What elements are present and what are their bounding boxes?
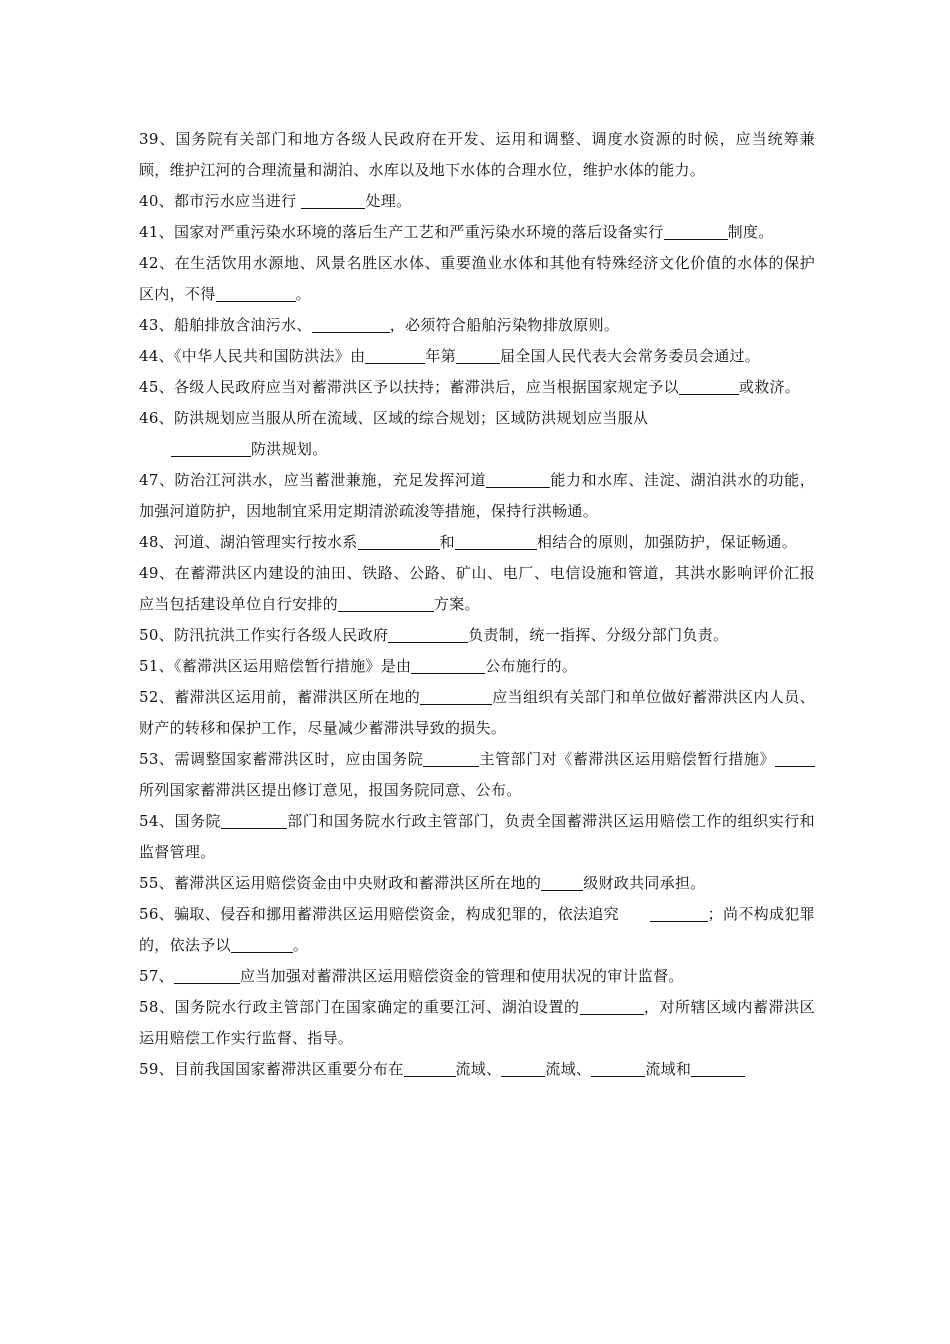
- question-text: 59、目前我国国家蓄滞洪区重要分布在: [139, 1060, 404, 1078]
- question-48: [139, 527, 815, 558]
- question-text: 54、国务院: [139, 812, 222, 830]
- question-42: [139, 248, 815, 310]
- question-55: [139, 868, 815, 899]
- question-57: [139, 961, 815, 992]
- question-56: [139, 899, 815, 961]
- fill-blank[interactable]: [580, 996, 644, 1015]
- question-text: 处理。: [365, 192, 412, 210]
- fill-blank[interactable]: [365, 345, 425, 364]
- fill-blank[interactable]: [221, 810, 287, 829]
- fill-blank[interactable]: [171, 438, 251, 457]
- fill-blank[interactable]: [455, 531, 537, 550]
- fill-blank[interactable]: [650, 903, 708, 922]
- fill-blank[interactable]: [423, 748, 479, 767]
- question-text: 流域、: [545, 1060, 592, 1078]
- question-text: 。: [295, 285, 311, 303]
- question-text: 能力和水库、洼淀、湖泊洪水的功能，加强河道防护，因地制宜采用定期清淤疏浚等措施，保持行洪畅通。: [139, 471, 815, 520]
- fill-blank[interactable]: [216, 283, 296, 302]
- question-text: 级财政共同承担。: [583, 874, 706, 892]
- question-text: ，对所辖区域内蓄滞洪区运用赔偿工作实行监督、指导。: [139, 998, 815, 1047]
- question-58: [139, 992, 815, 1054]
- question-54: [139, 806, 815, 868]
- question-39: [139, 124, 815, 186]
- question-59: [139, 1054, 815, 1085]
- fill-blank[interactable]: [501, 1058, 545, 1077]
- fill-blank[interactable]: [664, 221, 728, 240]
- question-text: 届全国人民代表大会常务委员会通过。: [500, 347, 761, 365]
- fill-blank[interactable]: [679, 376, 739, 395]
- question-text: 流域和: [645, 1060, 692, 1078]
- question-text: 41、国家对严重污染水环境的落后生产工艺和严重污染水环境的落后设备实行: [139, 223, 664, 241]
- question-49: [139, 558, 815, 620]
- question-text: 应当组织有关部门和单位做好蓄滞洪区内人员、财产的转移和保护工作，尽量减少蓄滞洪导致的损失。: [139, 688, 815, 737]
- question-text: 40、都市污水应当进行: [139, 192, 302, 210]
- fill-blank[interactable]: [358, 531, 440, 550]
- question-text: 主管部门对《蓄滞洪区运用赔偿暂行措施》: [479, 750, 775, 768]
- question-41: [139, 217, 815, 248]
- question-text: 年第: [425, 347, 456, 365]
- question-text: 和: [439, 533, 455, 551]
- question-text: 42、在生活饮用水源地、风景名胜区水体、重要渔业水体和其他有特殊经济文化价值的水体的保护区内，不得: [139, 254, 815, 303]
- question-text: 45、各级人民政府应当对蓄滞洪区予以扶持；蓄滞洪后，应当根据国家规定予以: [139, 378, 679, 396]
- question-text: 方案。: [433, 595, 480, 613]
- fill-blank[interactable]: [174, 965, 240, 984]
- question-text: 50、防汛抗洪工作实行各级人民政府: [139, 626, 389, 644]
- question-text: 应当加强对蓄滞洪区运用赔偿资金的管理和使用状况的审计监督。: [240, 967, 684, 985]
- question-text: 57、: [139, 967, 174, 985]
- question-text: 48、河道、湖泊管理实行按水系: [139, 533, 358, 551]
- question-47: [139, 465, 815, 527]
- question-list: [139, 124, 815, 1085]
- question-text: 43、船舶排放含油污水、: [139, 316, 312, 334]
- question-46-continued: [139, 434, 815, 465]
- fill-blank[interactable]: [411, 655, 485, 674]
- question-text: 。: [292, 936, 309, 954]
- question-53: [139, 744, 815, 806]
- fill-blank[interactable]: [456, 345, 500, 364]
- question-text: 55、蓄滞洪区运用赔偿资金由中央财政和蓄滞洪区所在地的: [139, 874, 542, 892]
- question-text: ；尚不构成犯罪的，依法予以: [139, 905, 815, 954]
- question-50: [139, 620, 815, 651]
- fill-blank[interactable]: [775, 748, 815, 767]
- fill-blank[interactable]: [231, 934, 293, 953]
- question-text: 58、国务院水行政主管部门在国家确定的重要江河、湖泊设置的: [139, 998, 580, 1016]
- question-51: [139, 651, 815, 682]
- fill-blank[interactable]: [338, 593, 434, 612]
- question-43: [139, 310, 815, 341]
- fill-blank[interactable]: [691, 1058, 745, 1077]
- fill-blank[interactable]: [388, 624, 468, 643]
- question-text: 所列国家蓄滞洪区提出修订意见，报国务院同意、公布。: [139, 781, 522, 799]
- question-46: [139, 403, 815, 434]
- question-text: 52、蓄滞洪区运用前，蓄滞洪区所在地的: [139, 688, 421, 706]
- question-text: 负责制，统一指挥、分级分部门负责。: [468, 626, 729, 644]
- question-text: 部门和国务院水行政主管部门，负责全国蓄滞洪区运用赔偿工作的组织实行和监督管理。: [139, 812, 815, 861]
- question-text: 51、《蓄滞洪区运用赔偿暂行措施》是由: [139, 657, 412, 675]
- question-text: 44、《中华人民共和国防洪法》由: [139, 347, 366, 365]
- question-45: [139, 372, 815, 403]
- question-text: 公布施行的。: [485, 657, 578, 675]
- question-text: 流域、: [455, 1060, 502, 1078]
- question-40: [139, 186, 815, 217]
- question-text: 39、国务院有关部门和地方各级人民政府在开发、运用和调整、调度水资源的时候，应当统筹兼顾，维护江河的合理流量和湖泊、水库以及地下水体的合理水位，维护水体的能力。: [139, 130, 815, 179]
- question-text: 防洪规划。: [251, 440, 328, 458]
- question-text: 相结合的原则，加强防护，保证畅通。: [536, 533, 798, 551]
- fill-blank[interactable]: [541, 872, 583, 891]
- question-52: [139, 682, 815, 744]
- question-44: [139, 341, 815, 372]
- question-text: 47、防治江河洪水，应当蓄泄兼施，充足发挥河道: [139, 471, 487, 489]
- question-text: 或救济。: [738, 378, 801, 396]
- question-text: 53、需调整国家蓄滞洪区时，应由国务院: [139, 750, 424, 768]
- question-text: 制度。: [727, 223, 774, 241]
- question-text: ，必须符合船舶污染物排放原则。: [389, 316, 620, 334]
- fill-blank[interactable]: [591, 1058, 645, 1077]
- question-text: 49、在蓄滞洪区内建设的油田、铁路、公路、矿山、电厂、电信设施和管道，其洪水影响评价汇报应当包括建设单位自行安排的: [139, 564, 815, 613]
- question-text: 56、骗取、侵吞和挪用蓄滞洪区运用赔偿资金，构成犯罪的，依法追究: [139, 905, 650, 923]
- fill-blank[interactable]: [404, 1058, 456, 1077]
- fill-blank[interactable]: [420, 686, 492, 705]
- fill-blank[interactable]: [301, 190, 365, 209]
- fill-blank[interactable]: [312, 314, 390, 333]
- question-text: 46、防洪规划应当服从所在流域、区域的综合规划；区域防洪规划应当服从: [139, 409, 649, 427]
- fill-blank[interactable]: [486, 469, 550, 488]
